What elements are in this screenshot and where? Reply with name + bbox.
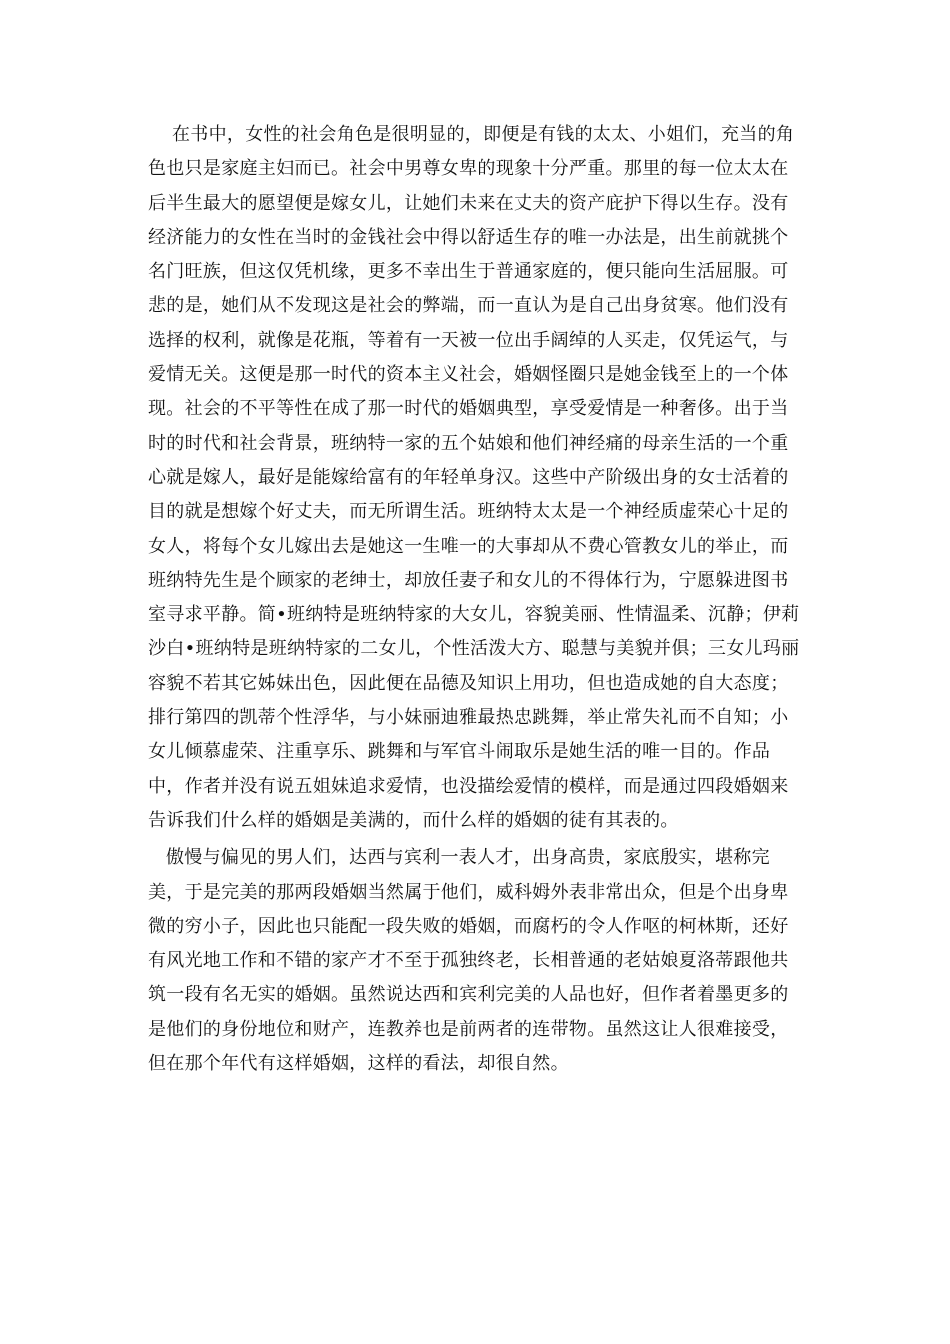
body-paragraph-1: 在书中，女性的社会角色是很明显的，即便是有钱的太太、小姐们，充当的角色也只是家庭主妇而已。社会中男尊女卑的现象十分严重。那里的每一位太太在后半生最大的愿望便是嫁女儿，让她们未来在丈夫的资产庇护下得以生存。没有经济能力的女性在当时的金钱社会中得以舒适生存的唯一办法是，出生前就挑个名门旺族，但这仅凭机缘，更多不幸出生于普通家庭的，便只能向生活屈服。可悲的是，她们从不发现这是社会的弊端，而一直认为是自己出身贫寒。他们没有选择的权利，就像是花瓶，等着有一天被一位出手阔绰的人买走，仅凭运气，与爱情无关。这便是那一时代的资本主义社会，婚姻怪圈只是她金钱至上的一个体现。社会的不平等性在成了那一时代的婚姻典型，享受爱情是一种奢侈。出于当时的时代和社会背景，班纳特一家的五个姑娘和他们神经痛的母亲生活的一个重心就是嫁人，最好是能嫁给富有的年轻单身汉。这些中产阶级出身的女士活着的目的就是想嫁个好丈夫，而无所谓生活。班纳特太太是一个神经质虚荣心十足的女人，将每个女儿嫁出去是她这一生唯一的大事却从不费心管教女儿的举止，而班纳特先生是个顾家的老绅士，却放任妻子和女儿的不得体行为，宁愿躲进图书室寻求平静。简•班纳特是班纳特家的大女儿，容貌美丽、性情温柔、沉静；伊莉沙白•班纳特是班纳特家的二女儿，个性活泼大方、聪慧与美貌并俱；三女儿玛丽容貌不若其它姊妹出色，因此便在品德及知识上用功，但也造成她的自大态度；排行第四的凯蒂个性浮华，与小妹丽迪雅最热忠跳舞，举止常失礼而不自知；小女儿倾慕虚荣、注重享乐、跳舞和与军官斗闹取乐是她生活的唯一目的。作品中，作者并没有说五姐妹追求爱情，也没描绘爱情的模样，而是通过四段婚姻来告诉我们什么样的婚姻是美满的，而什么样的婚姻的徒有其表的。 bbox=[148, 124, 800, 831]
document-page bbox=[148, 118, 804, 1081]
body-paragraph-2: 傲慢与偏见的男人们，达西与宾利一表人才，出身高贵，家底殷实，堪称完美，于是完美的那两段婚姻当然属于他们，威科姆外表非常出众，但是个出身卑微的穷小子，因此也只能配一段失败的婚姻，而腐朽的令人作呕的柯林斯，还好有风光地工作和不错的家产才不至于孤独终老，长相普通的老姑娘夏洛蒂跟他共筑一段有名无实的婚姻。虽然说达西和宾利完美的人品也好，但作者着墨更多的是他们的身份地位和财产，连教养也是前两者的连带物。虽然这让人很难接受，但在那个年代有这样婚姻，这样的看法，却很自然。 bbox=[148, 847, 789, 1075]
